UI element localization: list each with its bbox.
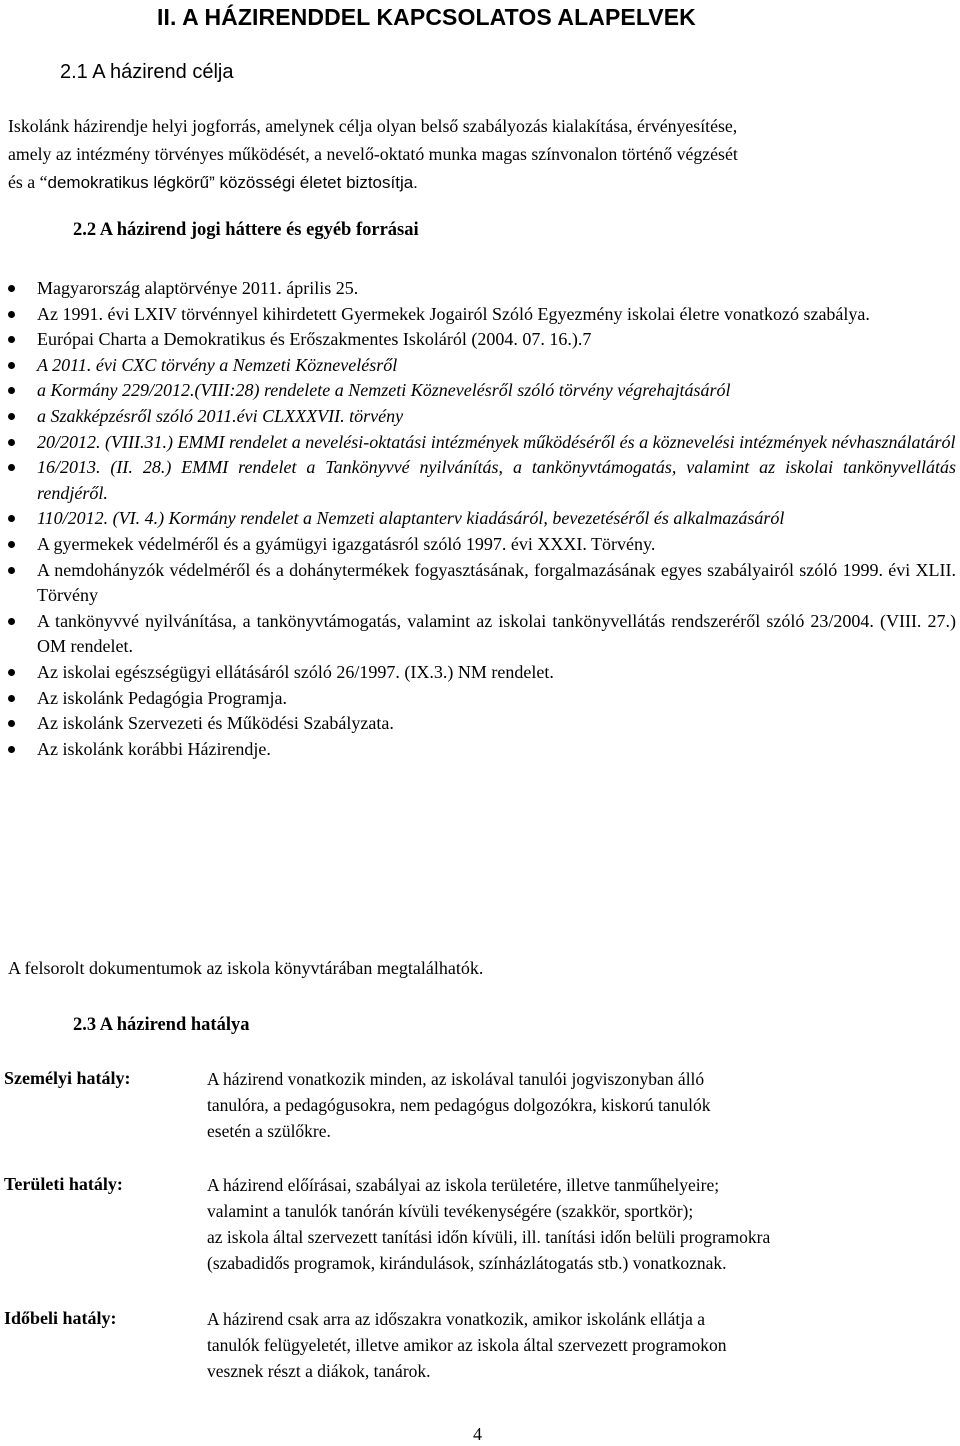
bullet-icon [8,567,15,574]
reference-text: A nemdohányzók védelméről és a dohánytermékek fogyasztásának, forgalmazásának egyes szabályairól szóló 1999. évi XLII. Törvény [37,559,956,606]
reference-item [0,609,960,660]
scope-line: tanulók felügyeletét, illetve amikor az iskola által szervezett programokon [207,1335,727,1355]
scope-line: tanulóra, a pedagógusokra, nem pedagógus dolgozókra, kiskorú tanulók [207,1095,711,1115]
bullet-icon [8,669,15,676]
bullet-icon [8,746,15,753]
main-heading: II. A HÁZIRENDDEL KAPCSOLATOS ALAPELVEK [157,4,696,30]
reference-text: 110/2012. (VI. 4.) Kormány rendelet a Nemzeti alaptanterv kiadásáról, bevezetéséről és alkalmazásáról [37,508,785,529]
bullet-icon [8,336,15,343]
section-heading-2-3 [73,1015,249,1036]
page-number: 4 [473,1424,482,1444]
reference-item [0,455,960,506]
bullet-icon [8,285,15,292]
reference-item [0,302,960,328]
reference-text: 16/2013. (II. 28.) EMMI rendelet a Tankönyvvé nyilvánítás, a tankönyvtámogatás, valamint az iskolai tankönyvellátás rendjéről. [37,457,956,503]
reference-item [0,430,960,456]
bullet-icon [8,311,15,318]
scope-line: valamint a tanulók tanórán kívüli tevékenységére (szakkör, sportkör); [207,1201,694,1221]
reference-text: A tankönyvvé nyilvánítása, a tankönyvtámogatás, valamint az iskolai tankönyvellátás rendszeréről szóló 23/2004. (VIII. 27.) OM rendelet. [37,610,956,657]
section-title: 2.2 A házirend jogi háttere és egyéb forrásai [73,220,419,240]
bullet-icon [8,387,15,394]
bullet-icon [8,362,15,369]
scope-label-temporal: Időbeli hatály: [4,1308,117,1328]
bullet-icon [8,618,15,625]
bullet-icon [8,720,15,727]
intro-line-highlight: demokratikus légkörű” közösségi életet biztosítja. [47,173,418,192]
reference-text: A 2011. évi CXC törvény a Nemzeti Köznevelésről [37,354,398,375]
scope-label-personal: Személyi hatály: [4,1068,131,1088]
bullet-icon [8,695,15,702]
intro-line: Iskolánk házirendje helyi jogforrás, amelynek célja olyan belső szabályozás kialakítása, érvényesítése, [8,116,738,136]
reference-item [0,660,960,686]
intro-line [8,168,958,197]
bullet-icon [8,413,15,420]
reference-text: Európai Charta a Demokratikus és Erőszakmentes Iskoláról (2004. 07. 16.).7 [37,329,592,350]
reference-item [0,506,960,532]
scope-text-personal [207,1066,957,1144]
scope-line: az iskola által szervezett tanítási időn kívüli, ill. tanítási időn belüli programokra [207,1227,771,1247]
reference-item [0,711,960,737]
reference-item [0,378,960,404]
scope-text-territorial [207,1172,957,1276]
scope-line: A házirend csak arra az időszakra vonatkozik, amikor iskolánk ellátja a [207,1309,706,1329]
intro-line-start: és a “ [8,172,48,192]
reference-item [0,737,960,763]
bullet-icon [8,515,15,522]
references-list [0,276,960,762]
reference-text: Az iskolánk Szervezeti és Működési Szabályzata. [37,713,394,734]
scope-line: vesznek részt a diákok, tanárok. [207,1361,431,1381]
bullet-icon [8,464,15,471]
reference-text: Az iskolánk Pedagógia Programja. [37,687,287,708]
scope-line: A házirend előírásai, szabályai az iskola területére, illetve tanműhelyeire; [207,1175,720,1195]
reference-text: a Szakképzésről szóló 2011.évi CLXXXVII. törvény [37,405,404,426]
section-heading-2-1 [60,61,233,84]
reference-item [0,404,960,430]
scope-text-temporal [207,1306,957,1384]
intro-line: amely az intézmény törvényes működését, a nevelő-oktató munka magas színvonalon történő végzését [8,144,738,164]
reference-text: Magyarország alaptörvénye 2011. április 25. [37,278,359,298]
reference-item [0,558,960,609]
section-title: A házirend célja [92,61,234,83]
section-title: 2.3 A házirend hatálya [73,1015,250,1035]
scope-label-territorial: Területi hatály: [4,1174,123,1194]
reference-text: Az 1991. évi LXIV törvénnyel kihirdetett Gyermekek Jogairól Szóló Egyezmény iskolai életre vonatkozó szabálya. [37,303,870,324]
reference-item [0,353,960,379]
reference-text: Az iskolai egészségügyi ellátásáról szóló 26/1997. (IX.3.) NM rendelet. [37,661,554,682]
reference-text: 20/2012. (VIII.31.) EMMI rendelet a nevelési-oktatási intézmények működéséről és a köznevelési intézmények névhasználatáról [37,431,956,452]
section-heading-2-2 [73,220,419,241]
reference-item [0,532,960,558]
reference-text: Az iskolánk korábbi Házirendje. [37,738,271,759]
reference-item [0,276,960,302]
reference-item [0,327,960,353]
scope-line: (szabadidős programok, kirándulások, színházlátogatás stb.) vonatkoznak. [207,1253,727,1273]
bullet-icon [8,439,15,446]
reference-item [0,686,960,712]
scope-line: A házirend vonatkozik minden, az iskolával tanulói jogviszonyban álló [207,1069,705,1089]
intro-paragraph [8,112,958,197]
reference-text: a Kormány 229/2012.(VIII:28) rendelete a Nemzeti Köznevelésről szóló törvény végrehajtásáról [37,380,731,401]
reference-text: A gyermekek védelméről és a gyámügyi igazgatásról szóló 1997. évi XXXI. Törvény. [37,533,656,554]
section-number: 2.1 [60,61,88,83]
closing-paragraph: A felsorolt dokumentumok az iskola könyvtárában megtalálhatók. [8,958,484,978]
bullet-icon [8,541,15,548]
scope-line: esetén a szülőkre. [207,1121,331,1141]
